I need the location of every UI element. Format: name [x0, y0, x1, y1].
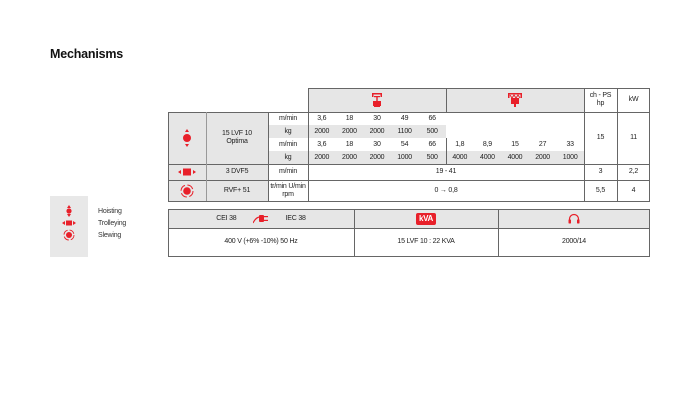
legend-label-hoisting: Hoisting	[98, 208, 122, 215]
value-cell: 27	[538, 140, 547, 148]
value-cell: 2000	[363, 151, 391, 164]
hp-header: ch - PS hp	[589, 92, 612, 107]
legend-label-trolleying: Trolleying	[98, 220, 127, 227]
kva-value: 15 LVF 10 : 22 KVA	[397, 238, 455, 245]
divider	[649, 88, 650, 201]
legend-labels	[98, 206, 126, 242]
hoisting-icon	[50, 205, 88, 217]
divider	[446, 88, 447, 112]
slewing-hp: 5,5	[595, 186, 606, 194]
value-cell: 18	[345, 140, 354, 148]
value-cell: 30	[373, 114, 381, 122]
divider	[168, 112, 650, 113]
value-cell: 33	[566, 140, 574, 148]
value-cell: 3,6	[317, 140, 327, 148]
page-title: Mechanisms	[50, 47, 124, 61]
trolleying-unit: m/min	[278, 168, 298, 175]
value-cell: 2000	[336, 151, 364, 164]
value-cell: 4000	[474, 151, 502, 164]
value-cell: 4000	[501, 151, 529, 164]
iec-label: IEC 38	[285, 214, 306, 222]
supply-value: 400 V (+6% -10%) 50 Hz	[224, 238, 298, 245]
value-cell: 15	[511, 140, 519, 148]
value-cell: 2000	[363, 125, 391, 138]
unit-cell: kg	[268, 151, 308, 164]
divider	[206, 112, 207, 201]
trolleying-hp: 3	[598, 168, 603, 175]
value-cell: 3,6	[317, 114, 327, 122]
divider	[649, 209, 650, 256]
cei-label: CEI 38	[216, 214, 237, 222]
trolleying-icon	[50, 217, 88, 229]
divider	[168, 164, 650, 165]
trolleying-icon	[168, 164, 206, 180]
unit-cell: kg	[268, 125, 308, 138]
hook-block-single-icon	[371, 93, 383, 107]
value-cell: 49	[400, 114, 409, 122]
value-cell: 66	[428, 114, 436, 122]
hoisting-name: 15 LVF 10 Optima	[206, 112, 268, 164]
slewing-kw: 4	[631, 186, 636, 194]
value-cell: 1000	[391, 151, 419, 164]
divider	[354, 209, 355, 256]
value-cell: 1000	[556, 151, 584, 164]
hoisting-hp: 15	[596, 134, 605, 141]
divider	[168, 209, 169, 256]
kva-header	[354, 209, 498, 228]
divider	[168, 256, 650, 257]
value-cell: 500	[418, 125, 446, 138]
value-cell: 30	[373, 140, 381, 148]
divider	[268, 112, 269, 201]
value-cell: 2000	[529, 151, 557, 164]
unit-cell: m/min	[278, 140, 298, 148]
hoisting-icon	[168, 112, 206, 164]
trolleying-kw: 2,2	[628, 168, 639, 175]
value-cell: 18	[345, 114, 354, 122]
value-cell: 54	[400, 140, 409, 148]
slewing-icon	[168, 180, 206, 201]
slewing-name: RVF+ 51	[206, 180, 268, 201]
group1-header	[308, 88, 446, 112]
value-cell: 8,9	[482, 140, 492, 148]
divider	[308, 88, 309, 201]
slewing-icon	[50, 229, 88, 241]
hoisting-kw: 11	[630, 134, 637, 141]
unit-cell: m/min	[278, 114, 298, 122]
divider	[168, 201, 650, 202]
power-plug-icon	[253, 214, 269, 224]
kva-badge: kVA	[416, 213, 436, 225]
value-cell: 4000	[446, 151, 474, 164]
noise-value: 2000/14	[562, 238, 586, 245]
slewing-value: 0 → 0,8	[434, 186, 458, 194]
value-cell: 2000	[308, 125, 336, 138]
divider	[168, 112, 169, 201]
hook-block-double-icon	[508, 93, 522, 107]
kw-header: kW	[628, 96, 639, 103]
group2-header	[446, 88, 584, 112]
supply-header	[168, 209, 354, 228]
noise-header	[498, 209, 650, 228]
trolleying-name: 3 DVF5	[206, 164, 268, 180]
slewing-unit: tr/min U/min rpm	[270, 182, 306, 198]
divider	[168, 209, 650, 210]
value-cell: 1100	[391, 125, 419, 138]
divider	[168, 180, 650, 181]
divider	[308, 88, 650, 89]
divider	[498, 209, 499, 256]
divider	[168, 228, 650, 229]
divider	[617, 88, 618, 201]
divider	[584, 88, 585, 201]
value-cell: 2000	[308, 151, 336, 164]
divider	[446, 138, 447, 164]
value-cell: 1,8	[455, 140, 465, 148]
trolleying-value: 19 - 41	[435, 168, 457, 175]
headphones-icon	[568, 213, 580, 224]
value-cell: 500	[418, 151, 446, 164]
value-cell: 2000	[336, 125, 364, 138]
value-cell: 66	[428, 140, 436, 148]
legend-label-slewing: Slewing	[98, 232, 122, 239]
